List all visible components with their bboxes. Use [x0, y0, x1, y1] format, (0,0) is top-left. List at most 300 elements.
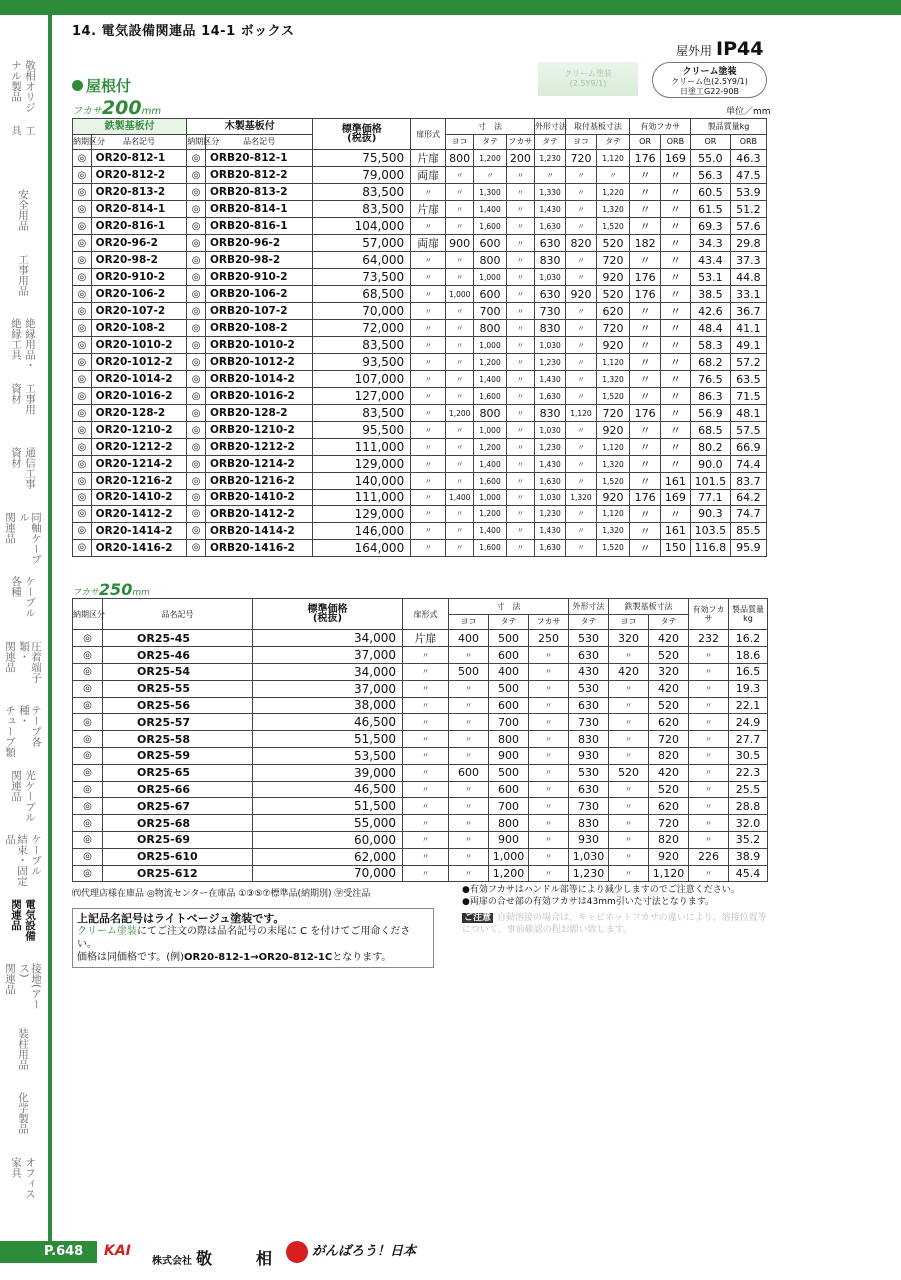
table-cell: 1,230 — [534, 439, 565, 456]
table-cell: 37,000 — [253, 680, 403, 697]
table-cell: 63.5 — [730, 371, 766, 388]
table-cell: 1,520 — [596, 388, 630, 405]
caution-box — [462, 912, 767, 936]
sidebar-item-label: 接地(アース) — [18, 963, 42, 1010]
table-cell: 56.9 — [691, 405, 731, 422]
table-cell: 83,500 — [313, 201, 411, 218]
table-cell: 720 — [596, 252, 630, 269]
table-cell: ORB20-107-2 — [205, 303, 312, 320]
table-cell: 〃 — [566, 184, 596, 201]
paint-line3: 日塗工G22-90B — [680, 87, 739, 96]
sidebar-item-8[interactable] — [0, 576, 46, 632]
table-cell: 1,200 — [474, 150, 507, 167]
table-cell: 〃 — [403, 647, 449, 664]
table-cell: 〃 — [630, 456, 660, 473]
table-cell: 〃 — [660, 167, 690, 184]
depth2-value: 250 — [98, 580, 133, 599]
table-cell: 600 — [489, 781, 529, 798]
table-cell: 18.6 — [729, 647, 768, 664]
slogan — [286, 1240, 416, 1263]
table-cell: 830 — [534, 252, 565, 269]
table-row — [73, 405, 767, 422]
table-cell: 48.1 — [730, 405, 766, 422]
table-cell: 1,600 — [474, 218, 507, 235]
sidebar-item-label: 圧着端子類・ — [18, 640, 42, 683]
header-steel: 鉄製基板付 — [73, 119, 187, 135]
table-cell: 〃 — [689, 697, 729, 714]
table-cell: 38.5 — [691, 286, 731, 303]
table-cell: 39,000 — [253, 764, 403, 781]
table-cell: 〃 — [630, 320, 660, 337]
table-cell: 片扉 — [403, 630, 449, 647]
table-cell: 1,600 — [474, 539, 507, 556]
paint-line2: クリーム色(2.5Y9/1) — [671, 77, 748, 86]
table-cell: 〃 — [474, 167, 507, 184]
table-cell: ◎ — [73, 505, 92, 522]
table-cell: 〃 — [506, 303, 534, 320]
table-cell: 720 — [596, 405, 630, 422]
table-cell: 730 — [569, 714, 609, 731]
table-cell: 〃 — [506, 184, 534, 201]
table-cell: 101.5 — [691, 473, 731, 490]
paint-note-example-code: OR20-812-1→OR20-812-1C — [184, 952, 333, 963]
table-cell: 〃 — [411, 490, 446, 506]
table-cell: 37.3 — [730, 252, 766, 269]
table-cell: 〃 — [566, 539, 596, 556]
table-cell: ORB20-910-2 — [205, 269, 312, 286]
paint-note-example: 価格は同価格です。(例) — [77, 952, 185, 963]
sidebar-item-label: 工事用 — [24, 382, 36, 414]
table-cell: 〃 — [449, 680, 489, 697]
table-cell: 520 — [596, 235, 630, 252]
table-cell: 〃 — [506, 490, 534, 506]
sidebar-item-label: 工事用品 — [17, 253, 29, 296]
paint-note-cream: クリーム塗装 — [77, 926, 137, 937]
table-cell: 1,200 — [474, 439, 507, 456]
table-cell: 〃 — [411, 422, 446, 439]
table-cell: 620 — [649, 714, 689, 731]
table-cell: ◎ — [73, 167, 92, 184]
table-cell: OR20-814-1 — [91, 201, 187, 218]
sidebar-item-label: 資材 — [10, 447, 22, 468]
table-cell: OR25-69 — [103, 831, 253, 848]
table-cell: 68,500 — [313, 286, 411, 303]
table-cell: 〃 — [566, 269, 596, 286]
table-cell: ◎ — [187, 354, 206, 371]
table-cell: 140,000 — [313, 473, 411, 490]
sidebar-item-11[interactable] — [0, 770, 46, 826]
table-cell: 70,000 — [253, 865, 403, 882]
table-cell: 420 — [649, 630, 689, 647]
sidebar-item-14[interactable] — [0, 963, 46, 1019]
table-cell: 〃 — [411, 354, 446, 371]
table-row — [73, 539, 767, 556]
table-row — [73, 218, 767, 235]
sidebar-item-13[interactable] — [0, 899, 46, 955]
table-row — [73, 630, 768, 647]
header-mount-tate: タテ — [596, 134, 630, 150]
table-row — [73, 663, 768, 680]
table-cell: 74.7 — [730, 505, 766, 522]
table-cell: 〃 — [403, 680, 449, 697]
page-header: 14. 電気設備関連品 14-1 ボックス — [72, 24, 295, 39]
table-row — [73, 831, 768, 848]
table-cell: 〃 — [529, 848, 569, 865]
table-cell: 〃 — [449, 848, 489, 865]
table-cell: 800 — [489, 731, 529, 748]
table-cell: ◎ — [73, 490, 92, 506]
table-cell: 〃 — [609, 714, 649, 731]
table-cell: 〃 — [609, 747, 649, 764]
table-cell: 〃 — [411, 456, 446, 473]
table-cell: 〃 — [630, 439, 660, 456]
sidebar-item-10[interactable] — [0, 705, 46, 761]
table-cell: 〃 — [609, 697, 649, 714]
table-cell: 〃 — [446, 303, 474, 320]
table-cell: ORB20-1410-2 — [205, 490, 312, 506]
table-cell: 1,630 — [534, 218, 565, 235]
table-cell: 1,230 — [534, 505, 565, 522]
table-cell: ◎ — [187, 150, 206, 167]
table-cell: ◎ — [187, 473, 206, 490]
table-cell: 〃 — [609, 815, 649, 832]
table-cell: 〃 — [411, 539, 446, 556]
page-number: P.648 — [0, 1241, 97, 1263]
table-cell: ◎ — [187, 522, 206, 539]
depth-value: 200 — [101, 97, 142, 119]
table-cell: 127,000 — [313, 388, 411, 405]
table-cell: 〃 — [660, 337, 690, 354]
table-row — [73, 269, 767, 286]
note-1: ●有効フカサはハンドル部等により減少しますのでご注意ください。 — [462, 885, 740, 895]
sidebar-item-5[interactable] — [0, 383, 46, 439]
table-cell: 520 — [649, 697, 689, 714]
table-cell: 48.4 — [691, 320, 731, 337]
table-cell: 38,000 — [253, 697, 403, 714]
table-cell: 27.7 — [729, 731, 768, 748]
t2-header-dim: 寸 法 — [449, 599, 569, 615]
table-cell: 両扉 — [411, 167, 446, 184]
table-cell: 〃 — [660, 439, 690, 456]
table-cell: 600 — [449, 764, 489, 781]
sidebar-item-0[interactable] — [0, 60, 46, 116]
table-cell: 630 — [534, 235, 565, 252]
table-cell: 62,000 — [253, 848, 403, 865]
top-bar — [0, 0, 901, 15]
t2-header-delivery: 納期区分 — [73, 599, 103, 630]
sidebar-item-2[interactable] — [0, 189, 46, 245]
table-cell: 〃 — [529, 798, 569, 815]
table-cell: ORB20-108-2 — [205, 320, 312, 337]
table-cell: 〃 — [660, 456, 690, 473]
header-outer-tate: タテ — [534, 134, 565, 150]
header-code: 品名記号 — [91, 134, 187, 150]
table-cell: 920 — [596, 337, 630, 354]
table-cell: 200 — [506, 150, 534, 167]
table-cell: 1,400 — [446, 490, 474, 506]
table-cell: 〃 — [566, 522, 596, 539]
table-cell: 30.5 — [729, 747, 768, 764]
table-cell: 1,320 — [596, 522, 630, 539]
table-cell: 51,500 — [253, 798, 403, 815]
table-cell: 〃 — [660, 286, 690, 303]
table-cell: 73,500 — [313, 269, 411, 286]
table-cell: 〃 — [529, 680, 569, 697]
table-cell: 〃 — [446, 252, 474, 269]
table-cell: 〃 — [660, 218, 690, 235]
table-cell: 1,400 — [474, 522, 507, 539]
table-cell: 〃 — [630, 388, 660, 405]
sidebar-item-label: 安全用品 — [17, 189, 29, 231]
table-cell: 90.0 — [691, 456, 731, 473]
table-cell: 600 — [489, 647, 529, 664]
table-cell: 1,030 — [534, 490, 565, 506]
table-cell: 〃 — [689, 680, 729, 697]
table-cell: 1,000 — [474, 337, 507, 354]
table-cell: 〃 — [403, 731, 449, 748]
table-cell: ◎ — [187, 167, 206, 184]
table-cell: OR20-910-2 — [91, 269, 187, 286]
table-cell: 〃 — [689, 865, 729, 882]
t2-header-tate: タテ — [489, 614, 529, 630]
table-cell: 〃 — [660, 405, 690, 422]
table-cell: 920 — [649, 848, 689, 865]
table-cell: 46,500 — [253, 714, 403, 731]
table-cell: 600 — [474, 235, 507, 252]
table-cell: 70,000 — [313, 303, 411, 320]
table-cell: 1,120 — [596, 439, 630, 456]
table-row — [73, 235, 767, 252]
table-cell: ORB20-1212-2 — [205, 439, 312, 456]
table-cell: ORB20-1016-2 — [205, 388, 312, 405]
table-cell: 57.6 — [730, 218, 766, 235]
t2-header-fukasa: フカサ — [529, 614, 569, 630]
table-row — [73, 337, 767, 354]
table-cell: 34,000 — [253, 663, 403, 680]
table-cell: 〃 — [506, 456, 534, 473]
table-cell: 24.9 — [729, 714, 768, 731]
table-cell: 33.1 — [730, 286, 766, 303]
table-cell: 1,120 — [596, 150, 630, 167]
sidebar-item-label: 具 — [10, 124, 22, 135]
paint-note-line3 — [77, 951, 429, 964]
sidebar-item-6[interactable] — [0, 447, 46, 503]
table-cell: 〃 — [411, 303, 446, 320]
t2-header-mount-tate: タテ — [649, 614, 689, 630]
table-cell: 620 — [649, 798, 689, 815]
table-cell: 83,500 — [313, 337, 411, 354]
table-cell: 66.9 — [730, 439, 766, 456]
table-cell: 146,000 — [313, 522, 411, 539]
sidebar-item-label: ナル製品 — [10, 60, 22, 102]
table-cell: 95.9 — [730, 539, 766, 556]
table-cell: 〃 — [630, 505, 660, 522]
table-cell: 1,200 — [446, 405, 474, 422]
table-row — [73, 697, 768, 714]
header-dim: 寸 法 — [446, 119, 535, 135]
table-cell: 〃 — [506, 388, 534, 405]
table-row — [73, 647, 768, 664]
note-2: ●両扉の合せ部の有効フカサは43mm引いた寸法となります。 — [462, 897, 715, 907]
table-cell: 1,320 — [596, 456, 630, 473]
table-row — [73, 303, 767, 320]
table-cell: 〃 — [446, 320, 474, 337]
table-cell: ◎ — [187, 252, 206, 269]
table-cell: 〃 — [566, 252, 596, 269]
table-cell: OR20-1012-2 — [91, 354, 187, 371]
table-cell: 〃 — [660, 388, 690, 405]
table-row — [73, 764, 768, 781]
table-cell: OR25-45 — [103, 630, 253, 647]
table-cell: 〃 — [689, 647, 729, 664]
table-cell: 〃 — [529, 714, 569, 731]
table-row — [73, 371, 767, 388]
table-cell: 1,200 — [474, 354, 507, 371]
table-cell: 1,000 — [446, 286, 474, 303]
table-row — [73, 150, 767, 167]
table-cell: OR20-128-2 — [91, 405, 187, 422]
table-cell: 〃 — [630, 371, 660, 388]
table-cell: 44.8 — [730, 269, 766, 286]
table-row — [73, 747, 768, 764]
table-cell: ORB20-816-1 — [205, 218, 312, 235]
table-cell: 250 — [529, 630, 569, 647]
table-cell: ORB20-1014-2 — [205, 371, 312, 388]
header-weight: 製品質量kg — [691, 119, 767, 135]
depth-label-text: フカサ — [72, 106, 102, 117]
color-sample-line2: (2.5Y9/1) — [569, 79, 607, 88]
table-cell: 720 — [566, 150, 596, 167]
paint-note-line2 — [77, 925, 429, 951]
sidebar-item-label: 敬相オリジ — [24, 60, 36, 113]
table-cell: 500 — [489, 630, 529, 647]
table-cell: ◎ — [187, 539, 206, 556]
table-cell: 85.5 — [730, 522, 766, 539]
table-cell: 164,000 — [313, 539, 411, 556]
table-cell: 〃 — [403, 815, 449, 832]
table-cell: 1,000 — [474, 490, 507, 506]
sidebar-item-3[interactable] — [0, 254, 46, 310]
table-cell: 57.2 — [730, 354, 766, 371]
table-cell: 〃 — [446, 456, 474, 473]
sidebar-item-16[interactable] — [0, 1092, 46, 1148]
table-cell: 〃 — [449, 714, 489, 731]
table-cell: 620 — [596, 303, 630, 320]
table-cell: 〃 — [446, 539, 474, 556]
table-cell: 〃 — [411, 388, 446, 405]
table-cell: 〃 — [446, 439, 474, 456]
table-cell: 104,000 — [313, 218, 411, 235]
table-cell: 〃 — [660, 320, 690, 337]
table-cell: ◎ — [187, 456, 206, 473]
table-cell: ◎ — [187, 439, 206, 456]
table-cell: 1,220 — [596, 184, 630, 201]
table-cell: 〃 — [609, 865, 649, 882]
table-cell: 〃 — [630, 337, 660, 354]
table-cell: 〃 — [403, 714, 449, 731]
table-cell: 1,120 — [649, 865, 689, 882]
table-row — [73, 781, 768, 798]
header-code-wood: 品名記号 — [205, 134, 312, 150]
sidebar-item-7[interactable] — [0, 512, 46, 568]
table-cell: 920 — [596, 269, 630, 286]
sidebar-item-4[interactable] — [0, 318, 46, 374]
table-row — [73, 167, 767, 184]
table-cell: OR25-58 — [103, 731, 253, 748]
table-cell: 930 — [569, 747, 609, 764]
table-cell: 1,120 — [596, 505, 630, 522]
table-cell: 1,520 — [596, 218, 630, 235]
sidebar-item-15[interactable] — [0, 1028, 46, 1084]
sidebar-item-12[interactable] — [0, 834, 46, 890]
table-cell: 1,230 — [534, 150, 565, 167]
table-cell: ◎ — [73, 337, 92, 354]
table-cell: ◎ — [73, 252, 92, 269]
table-cell: 900 — [489, 747, 529, 764]
table-cell: 〃 — [534, 167, 565, 184]
sidebar-item-1[interactable] — [0, 125, 46, 181]
table-cell: 68.2 — [691, 354, 731, 371]
table-cell: 〃 — [529, 647, 569, 664]
table-cell: ORB20-1210-2 — [205, 422, 312, 439]
table-cell: 〃 — [506, 269, 534, 286]
table-cell: 1,230 — [569, 865, 609, 882]
table-cell: 53.9 — [730, 184, 766, 201]
table-cell: ◎ — [187, 490, 206, 506]
paint-note — [72, 908, 434, 968]
table-cell: OR25-68 — [103, 815, 253, 832]
table-cell: ◎ — [73, 371, 92, 388]
table-cell: 69.3 — [691, 218, 731, 235]
table-cell: 1,400 — [474, 201, 507, 218]
depth2-unit: mm — [132, 588, 150, 598]
table-cell: 22.3 — [729, 764, 768, 781]
sidebar-item-9[interactable] — [0, 641, 46, 697]
table-cell: 〃 — [411, 184, 446, 201]
table-cell: 〃 — [609, 848, 649, 865]
sidebar-item-17[interactable] — [0, 1157, 46, 1213]
table-cell: ORB20-1214-2 — [205, 456, 312, 473]
table-cell: 1,030 — [534, 337, 565, 354]
sidebar-item-label: 絶縁工具 — [10, 318, 22, 360]
company-type: 株式会社 — [152, 1256, 192, 1267]
table-cell: ORB20-814-1 — [205, 201, 312, 218]
table-cell: 〃 — [566, 473, 596, 490]
table-cell: ◎ — [187, 218, 206, 235]
table-cell: 〃 — [689, 663, 729, 680]
table-cell: ◎ — [73, 714, 103, 731]
table-cell: 41.1 — [730, 320, 766, 337]
table-cell: 〃 — [446, 337, 474, 354]
header-depth: 有効フカサ — [630, 119, 691, 135]
sidebar-item-label: 電気設備 — [24, 898, 36, 941]
t2-header-mount: 鉄製基板寸法 — [609, 599, 689, 615]
table-cell: 〃 — [566, 218, 596, 235]
table-cell: 〃 — [411, 405, 446, 422]
table-cell: 129,000 — [313, 505, 411, 522]
table-cell: 〃 — [506, 218, 534, 235]
color-sample — [538, 62, 638, 96]
table-cell: 61.5 — [691, 201, 731, 218]
sidebar-item-label: 関連品 — [4, 640, 16, 672]
table-cell: 〃 — [609, 680, 649, 697]
table-cell: 〃 — [506, 473, 534, 490]
sidebar-item-label: ケーブル — [24, 576, 36, 618]
table-cell: ORB20-812-1 — [205, 150, 312, 167]
table-cell: 〃 — [566, 422, 596, 439]
table-cell: OR20-1216-2 — [91, 473, 187, 490]
sidebar-item-label: 同軸ケーブル — [18, 511, 42, 564]
